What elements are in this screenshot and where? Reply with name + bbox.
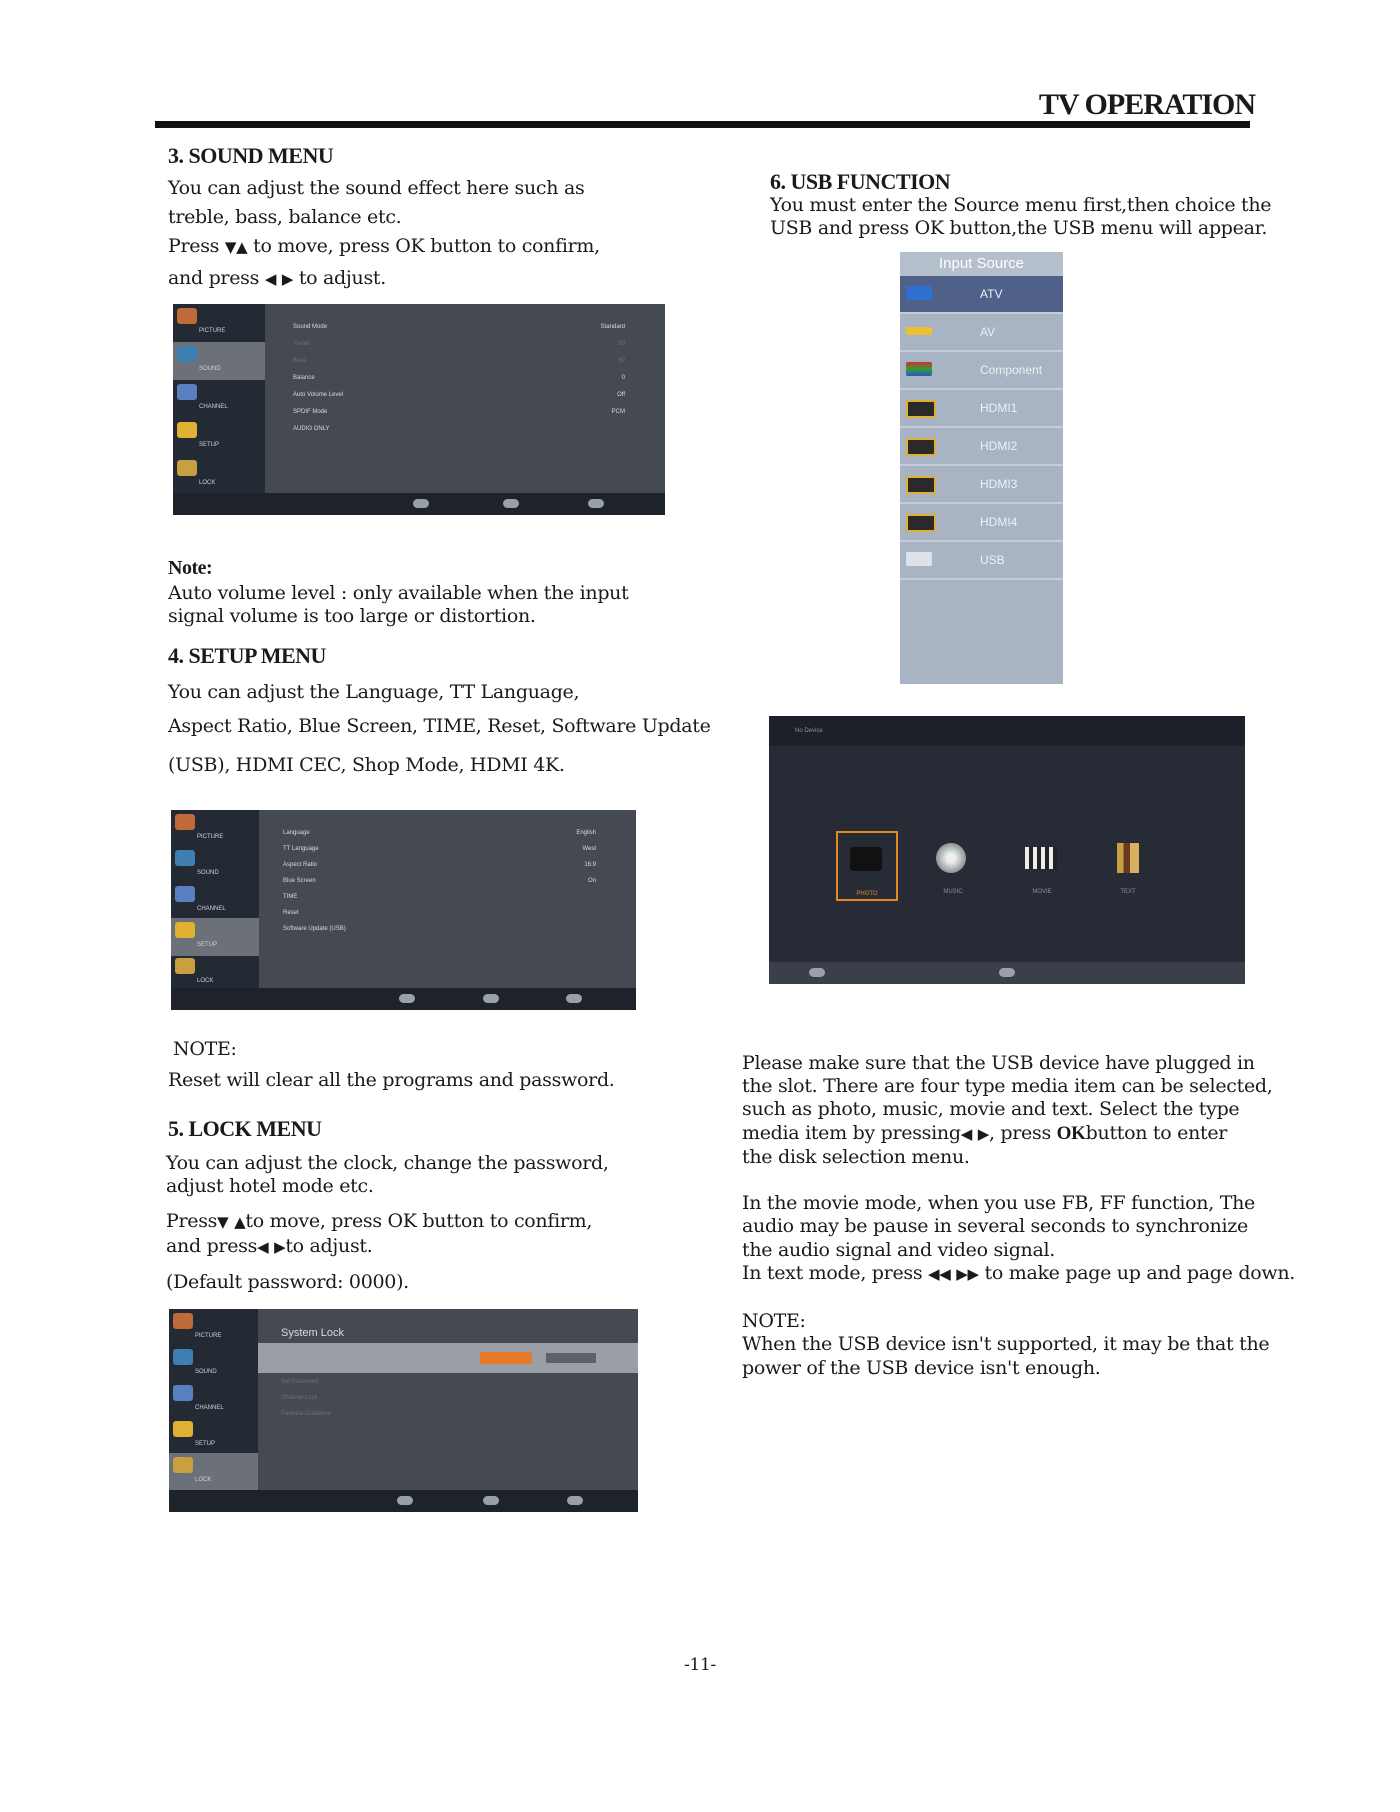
usb-device-status: No Device <box>795 728 823 734</box>
usb-text-2: USB and press OK button,the USB menu will appear. <box>770 217 1268 239</box>
option-value: English <box>576 830 596 836</box>
lock-press-line <box>166 1210 592 1234</box>
option-value: PCM <box>611 409 625 415</box>
option-label: Parental Guidance <box>281 1411 331 1417</box>
picture-icon <box>173 1313 193 1329</box>
usb-para2-4b: to make page up and page down. <box>984 1262 1295 1284</box>
sound-heading: 3. SOUND MENU <box>168 143 334 168</box>
option-label: Blue Screen <box>283 878 316 884</box>
sidebar-item-channel <box>169 1381 258 1419</box>
media-tile-label: PHOTO <box>856 891 878 897</box>
page-header-title: TV OPERATION <box>1038 88 1255 121</box>
setup-text-1: You can adjust the Language, TT Language, <box>168 681 580 703</box>
option-label: Reset <box>283 910 299 916</box>
media-tile-movie <box>1013 831 1071 897</box>
star-icon <box>173 1421 193 1437</box>
source-label: AV <box>980 325 996 339</box>
sidebar-label: PICTURE <box>197 834 224 840</box>
source-label: HDMI2 <box>980 439 1018 453</box>
media-tile-music <box>924 831 982 897</box>
source-item-usb <box>900 542 1063 580</box>
option-value: 16:9 <box>584 862 596 868</box>
sidebar-item-channel <box>171 882 259 920</box>
option-label: Treble <box>293 341 310 347</box>
sidebar-item-setup <box>173 418 265 456</box>
setup-sidebar <box>171 810 259 988</box>
sidebar-label: CHANNEL <box>195 1405 224 1411</box>
lock-default-password: (Default password: 0000). <box>166 1271 409 1293</box>
source-label: ATV <box>980 287 1003 301</box>
lock-icon <box>177 460 197 476</box>
usb-note-title: NOTE: <box>742 1310 806 1332</box>
select-icon <box>809 968 825 977</box>
setup-heading: 4. SETUP MENU <box>168 643 326 668</box>
clapperboard-icon <box>1025 847 1057 869</box>
adjust-icon <box>483 1496 499 1505</box>
adjust-icon <box>503 499 519 508</box>
sound-note-title: Note: <box>168 557 213 579</box>
up-arrow-icon: ▲ <box>234 1213 246 1231</box>
sound-text-2: treble, bass, balance etc. <box>168 206 402 228</box>
page-number: -11- <box>684 1655 716 1675</box>
source-item-av <box>900 314 1063 352</box>
sidebar-label: PICTURE <box>199 328 226 334</box>
left-arrow-icon: ◀ <box>264 270 277 288</box>
sidebar-item-lock <box>171 954 259 992</box>
sidebar-label: LOCK <box>197 978 214 984</box>
lock-heading: 5. LOCK MENU <box>168 1116 322 1141</box>
right-arrow-icon: ▶ <box>274 1238 286 1256</box>
setup-option <box>283 894 596 910</box>
media-tile-label: MOVIE <box>1032 889 1052 895</box>
usb-para2-4a: In text mode, press <box>742 1262 923 1284</box>
setup-note-text: Reset will clear all the programs and password. <box>168 1069 615 1091</box>
source-label: USB <box>980 553 1005 567</box>
sound-adjust-b: to adjust. <box>298 267 386 289</box>
usb-para1-2: the slot. There are four type media item can be selected, <box>742 1075 1273 1097</box>
left-arrow-icon: ◀ <box>960 1125 972 1143</box>
hdmi-icon <box>906 438 936 456</box>
sound-menu-screenshot <box>173 304 665 515</box>
lock-screen-title: System Lock <box>281 1327 344 1339</box>
sidebar-item-sound <box>171 846 259 884</box>
option-value: West <box>582 846 596 852</box>
down-arrow-icon: ▼ <box>217 1213 229 1231</box>
option-label: Software Update (USB) <box>283 926 346 932</box>
lock-icon <box>175 958 195 974</box>
lock-adjust-b: to adjust. <box>285 1235 373 1257</box>
option-value: Standard <box>600 324 625 330</box>
option-value: 50 <box>618 358 625 364</box>
fast-forward-icon: ▶▶ <box>956 1265 979 1283</box>
select-icon <box>413 499 429 508</box>
usb-para1-1: Please make sure that the USB device have plugged in <box>742 1052 1255 1074</box>
setup-option <box>283 830 596 846</box>
down-arrow-icon: ▼ <box>224 238 237 256</box>
screen-footer <box>171 988 636 1010</box>
disc-icon <box>936 843 966 873</box>
right-arrow-icon: ▶ <box>281 270 294 288</box>
source-item-component <box>900 352 1063 390</box>
lock-menu-screenshot <box>169 1309 638 1512</box>
setup-option <box>283 926 596 942</box>
select-icon <box>399 994 415 1003</box>
select-icon <box>397 1496 413 1505</box>
option-label: Balance <box>293 375 315 381</box>
exit-icon <box>567 1496 583 1505</box>
usb-para1-4 <box>742 1122 1227 1146</box>
option-label: SPDIF Mode <box>293 409 328 415</box>
usb-para1-4a: media item by pressing <box>742 1122 961 1144</box>
setup-option <box>283 862 596 878</box>
usb-media-header <box>769 716 1245 746</box>
sidebar-item-lock <box>173 456 265 494</box>
option-label: Language <box>283 830 310 836</box>
usb-media-footer <box>769 962 1245 984</box>
option-label: Bass <box>293 358 307 364</box>
setup-option <box>283 846 596 862</box>
hdmi-icon <box>906 400 936 418</box>
media-tile-photo <box>836 831 898 901</box>
picture-icon <box>177 308 197 324</box>
sound-option <box>293 358 625 374</box>
sidebar-label: CHANNEL <box>197 906 226 912</box>
setup-option <box>283 878 596 894</box>
sound-press-b: to move, press OK button to confirm, <box>253 235 600 257</box>
option-value: Off <box>617 392 625 398</box>
option-value: On <box>587 878 596 884</box>
option-label: Sound Mode <box>293 324 328 330</box>
picture-icon <box>175 814 195 830</box>
option-label: TIME <box>283 894 298 900</box>
lock-option <box>281 1411 598 1427</box>
option-label: Set Password <box>281 1379 319 1385</box>
sound-option <box>293 375 625 391</box>
sound-icon <box>173 1349 193 1365</box>
sound-option <box>293 392 625 408</box>
channel-icon <box>175 886 195 902</box>
exit-icon <box>566 994 582 1003</box>
lock-text-2: adjust hotel mode etc. <box>166 1175 374 1197</box>
sidebar-label: SOUND <box>199 366 221 372</box>
sound-text-1: You can adjust the sound effect here such as <box>168 177 585 199</box>
source-item-hdmi1 <box>900 390 1063 428</box>
source-label: HDMI4 <box>980 515 1018 529</box>
source-label: Component <box>980 363 1043 377</box>
sidebar-label: SETUP <box>195 1441 216 1447</box>
usb-text-1: You must enter the Source menu first,then choice the <box>770 194 1272 216</box>
usb-para1-4c: button to enter <box>1085 1122 1228 1144</box>
usb-para2-1: In the movie mode, when you use FB, FF function, The <box>742 1192 1255 1214</box>
fast-back-icon: ◀◀ <box>928 1265 951 1283</box>
lock-adjust-a: and press <box>166 1235 258 1257</box>
channel-icon <box>177 384 197 400</box>
lock-off-button <box>546 1353 596 1363</box>
lock-icon <box>173 1457 193 1473</box>
av-cable-icon <box>906 327 932 335</box>
sound-option <box>293 341 625 357</box>
sound-option <box>293 426 625 442</box>
usb-para2-3: the audio signal and video signal. <box>742 1239 1056 1261</box>
lock-press-b: to move, press OK button to confirm, <box>245 1210 593 1232</box>
hdmi-icon <box>906 514 936 532</box>
source-item-hdmi4 <box>900 504 1063 542</box>
usb-para1-4b: , press <box>988 1122 1051 1144</box>
source-item-hdmi3 <box>900 466 1063 504</box>
books-icon <box>1117 843 1139 873</box>
lock-toggle-row <box>258 1343 638 1373</box>
setup-text-3: (USB), HDMI CEC, Shop Mode, HDMI 4K. <box>168 754 565 776</box>
input-source-title: Input Source <box>900 252 1063 276</box>
setup-menu-screenshot <box>171 810 636 1010</box>
screen-footer <box>173 493 665 515</box>
sidebar-label: PICTURE <box>195 1333 222 1339</box>
usb-para1-3: such as photo, music, movie and text. Select the type <box>742 1098 1240 1120</box>
input-source-screenshot <box>900 252 1063 684</box>
option-value: 50 <box>618 341 625 347</box>
lock-text-1: You can adjust the clock, change the password, <box>166 1152 609 1174</box>
option-label: Channel Lock <box>281 1395 318 1401</box>
sound-adjust-line <box>168 264 386 294</box>
header-rule <box>155 121 1250 128</box>
lock-press-a: Press <box>166 1210 218 1232</box>
up-arrow-icon: ▲ <box>236 238 248 256</box>
setup-option <box>283 910 596 926</box>
sidebar-item-setup <box>171 918 259 956</box>
sound-icon <box>175 850 195 866</box>
sidebar-item-lock <box>169 1453 258 1491</box>
sidebar-item-picture <box>173 304 265 342</box>
option-value: 0 <box>621 375 625 381</box>
component-cable-icon <box>906 362 932 376</box>
lock-option <box>281 1379 598 1395</box>
source-item-hdmi2 <box>900 428 1063 466</box>
sound-icon <box>177 346 197 362</box>
sidebar-label: SOUND <box>197 870 219 876</box>
option-label: Auto Volume Level <box>293 392 344 398</box>
source-label: HDMI1 <box>980 401 1018 415</box>
usb-para1-5: the disk selection menu. <box>742 1146 970 1168</box>
usb-heading: 6. USB FUNCTION <box>770 169 951 194</box>
screen-footer <box>169 1490 638 1512</box>
sidebar-label: LOCK <box>195 1477 212 1483</box>
right-arrow-icon: ▶ <box>977 1125 989 1143</box>
sidebar-item-channel <box>173 380 265 418</box>
option-label: TT Language <box>283 846 319 852</box>
sound-option <box>293 409 625 425</box>
sound-note-1: Auto volume level : only available when the input <box>168 582 629 604</box>
sidebar-label: LOCK <box>199 480 216 486</box>
sound-option <box>293 324 625 340</box>
hdmi-icon <box>906 476 936 494</box>
usb-media-screenshot <box>769 716 1245 984</box>
lock-option <box>281 1395 598 1411</box>
tv-icon <box>906 286 932 300</box>
left-arrow-icon: ◀ <box>257 1238 269 1256</box>
sound-adjust-a: and press <box>168 267 260 289</box>
option-label: Aspect Ratio <box>283 862 318 868</box>
setup-note-title: NOTE: <box>173 1038 237 1060</box>
sidebar-item-picture <box>171 810 259 848</box>
sidebar-label: CHANNEL <box>199 404 228 410</box>
usb-note-1: When the USB device isn't supported, it may be that the <box>742 1333 1270 1355</box>
lock-adjust-line <box>166 1235 372 1259</box>
media-tile-label: TEXT <box>1120 889 1136 895</box>
exit-icon <box>999 968 1015 977</box>
camera-icon <box>850 847 882 871</box>
source-item-atv <box>900 276 1063 314</box>
adjust-icon <box>483 994 499 1003</box>
sound-press-a: Press <box>168 235 220 257</box>
sound-note-2: signal volume is too large or distortion. <box>168 605 536 627</box>
sound-sidebar <box>173 304 265 493</box>
sidebar-label: SOUND <box>195 1369 217 1375</box>
sidebar-item-picture <box>169 1309 258 1347</box>
setup-text-2: Aspect Ratio, Blue Screen, TIME, Reset, Software Update <box>168 715 711 737</box>
star-icon <box>177 422 197 438</box>
usb-icon <box>906 552 932 566</box>
usb-para2-4 <box>742 1262 1295 1286</box>
option-label: AUDIO ONLY <box>293 426 330 432</box>
star-icon <box>175 922 195 938</box>
media-tile-text <box>1099 831 1157 897</box>
ok-label: OK <box>1056 1123 1086 1144</box>
sound-press-line <box>168 232 600 262</box>
exit-icon <box>588 499 604 508</box>
channel-icon <box>173 1385 193 1401</box>
sidebar-label: SETUP <box>197 942 218 948</box>
sidebar-item-sound <box>173 342 265 380</box>
sidebar-item-setup <box>169 1417 258 1455</box>
source-label: HDMI3 <box>980 477 1018 491</box>
lock-on-button <box>480 1352 532 1364</box>
sidebar-label: SETUP <box>199 442 220 448</box>
lock-sidebar <box>169 1309 258 1490</box>
media-tile-label: MUSIC <box>943 889 963 895</box>
sidebar-item-sound <box>169 1345 258 1383</box>
usb-para2-2: audio may be pause in several seconds to synchronize <box>742 1215 1248 1237</box>
usb-note-2: power of the USB device isn't enough. <box>742 1357 1101 1379</box>
